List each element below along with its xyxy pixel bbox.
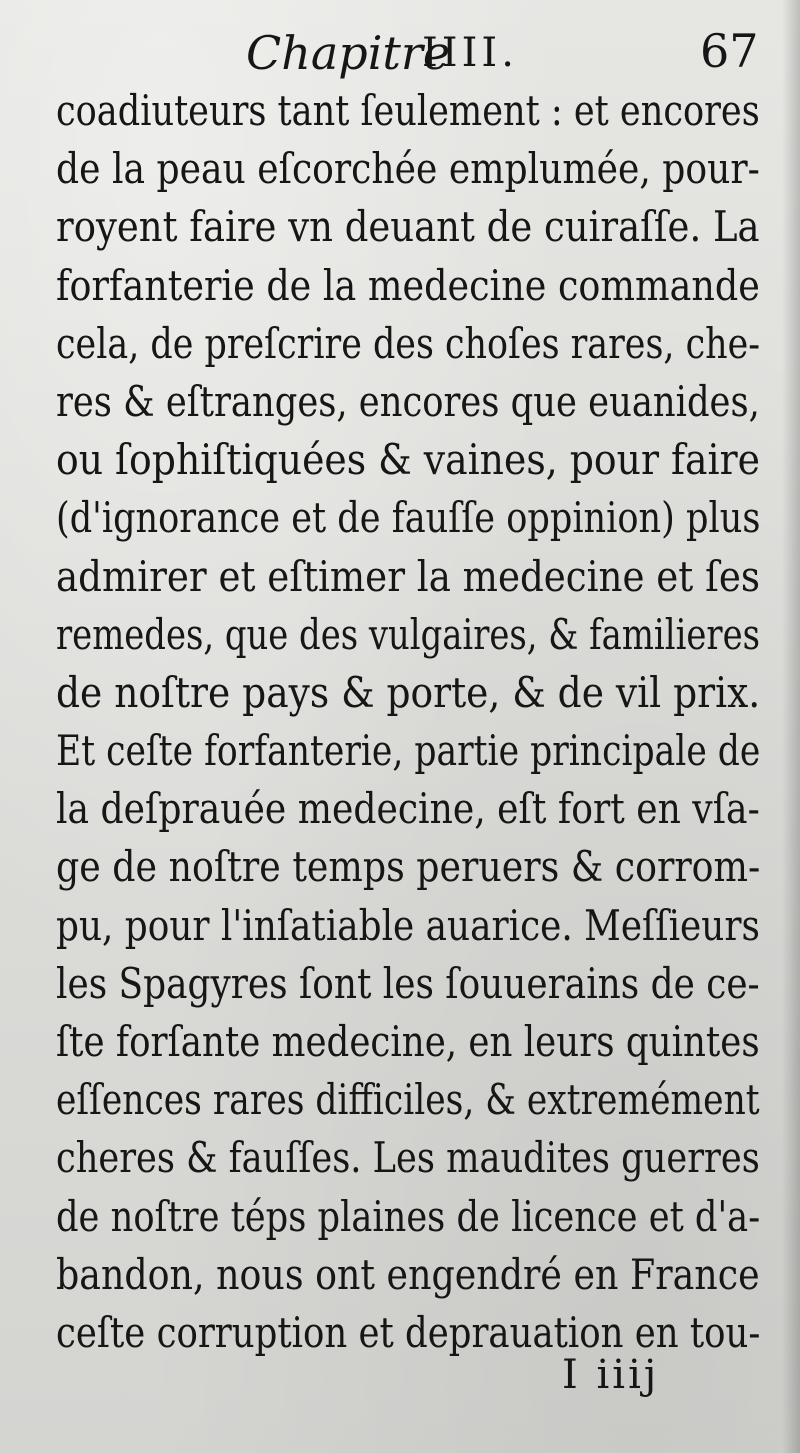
text-line: ceſte corruption et deprauation en tou- (56, 1307, 761, 1357)
running-title: Chapitre (246, 26, 451, 80)
text-line: bandon, nous ont engendré en France (56, 1249, 760, 1299)
chapter-number: IIII. (422, 30, 518, 76)
text-line: pu, pour l'inſatiable auarice. Meſſieurs (56, 900, 760, 950)
text-line: remedes, que des vulgaires, & familieres (56, 609, 760, 659)
text-line: cela, de preſcrire des choſes rares, che- (56, 318, 761, 368)
text-line: ſte forſante medecine, en leurs quintes (56, 1017, 760, 1066)
text-line: les Spagyres ſont les ſouuerains de ce- (56, 958, 760, 1008)
text-line: coadiuteurs tant ſeulement : et encores (56, 86, 760, 135)
text-line: de la peau eſcorchée emplumée, pour- (56, 144, 760, 194)
text-line: res & eſtranges, encores que euanides, (56, 376, 760, 426)
text-line: forfanterie de la medecine commande (56, 260, 760, 310)
page-number: 67 (700, 24, 759, 78)
text-line: royent faire vn deuant de cuiraſſe. La (56, 202, 760, 252)
body-text (56, 82, 760, 1362)
text-line: eſſences rares difficiles, & extremément (56, 1075, 760, 1125)
text-line: (d'ignorance et de fauſſe oppinion) plus (56, 493, 761, 543)
text-line: la deſprauée medecine, eſt fort en vſa- (56, 784, 760, 834)
text-line: ge de noſtre temps peruers & corrom- (56, 842, 761, 892)
signature-mark: I iiij (562, 1352, 660, 1398)
text-line: ou ſophiſtiquées & vaines, pour faire (56, 435, 760, 485)
text-line: de noſtre pays & porte, & de vil prix. (56, 667, 761, 717)
text-line: de noſtre téps plaines de licence et d'a- (56, 1191, 761, 1241)
text-line: admirer et eſtimer la medecine et ſes (56, 551, 760, 601)
page-edge-shadow (782, 0, 800, 1453)
text-line: Et ceſte forfanterie, partie principale de (56, 726, 761, 776)
text-line: cheres & fauſſes. Les maudites guerres (56, 1133, 760, 1183)
